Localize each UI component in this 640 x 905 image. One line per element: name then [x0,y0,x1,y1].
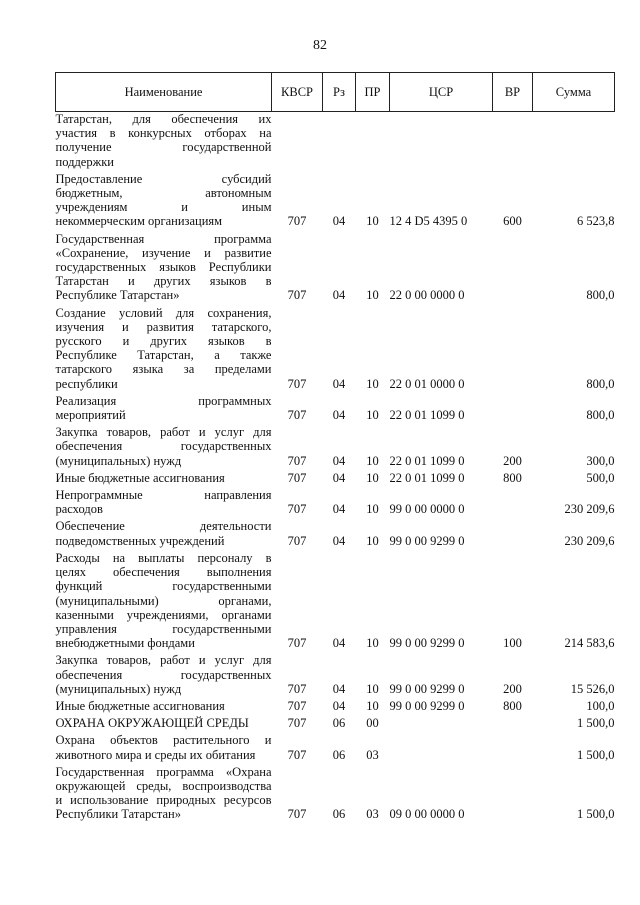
row-name-line: государственных языков Республики [55,260,272,275]
row-vr [493,733,533,764]
row-rz: 04 [332,376,346,391]
table-row [56,733,615,764]
row-sum: 6 523,8 [577,214,615,229]
row-name-line: участия в конкурсных отборах на [55,126,272,141]
row-csr: 99 0 00 0000 0 [389,502,465,517]
row-name-line: Республики Татарстан» [55,807,181,822]
row-rz: 04 [332,288,346,303]
row-pr: 10 [366,408,379,423]
table-row [56,471,615,488]
row-kvsr [272,112,323,172]
row-name [56,394,272,425]
row-name [56,733,272,764]
row-pr: 10 [366,470,379,485]
row-name [56,699,272,716]
table-row [56,232,615,306]
row-name-line: бюджетным, автономным [55,186,272,201]
row-kvsr: 707 [287,453,307,468]
row-csr [390,716,493,733]
row-vr [493,488,533,519]
row-kvsr: 707 [287,376,307,391]
row-name-line: учреждениям и иным [55,200,272,215]
row-pr: 10 [366,698,379,713]
table-row [56,112,615,172]
row-vr [493,232,533,306]
header-name: Наименование [56,73,272,112]
row-vr [493,112,533,172]
row-kvsr: 707 [287,533,307,548]
row-sum: 800,0 [586,408,615,423]
row-csr: 22 0 01 1099 0 [389,453,465,468]
row-name-line: Республике Татарстан, а также [55,348,272,363]
row-name-line: изучения и развития татарского, [55,319,272,334]
row-rz: 04 [332,681,346,696]
row-name-line: Республике Татарстан» [55,288,180,303]
row-csr: 22 0 01 1099 0 [389,470,465,485]
row-sum: 214 583,6 [564,636,615,651]
row-rz: 06 [332,716,346,731]
row-name-line: поддержки [55,154,114,169]
row-vr: 600 [503,214,522,229]
row-name-line: окружающей среды, воспроизводства [55,778,272,793]
row-vr: 800 [503,470,522,485]
row-name-line: Реализация программных [55,393,272,408]
row-name-line: казенными учреждениями, органами [55,607,272,622]
header-csr: ЦСР [390,73,493,112]
row-name-line: целях обеспечения выполнения [55,565,272,580]
row-name [56,716,272,733]
row-name-line: татарского языка за пределами [55,362,272,377]
row-vr [493,716,533,733]
header-kvsr: КВСР [272,73,323,112]
row-name-line: мероприятий [55,408,126,423]
row-name [56,765,272,825]
table-row [56,172,615,232]
row-rz: 04 [332,698,346,713]
row-name-line: и использование природных ресурсов [55,793,272,808]
row-name-line: некоммерческим организациям [55,214,223,229]
row-rz: 04 [332,533,346,548]
row-sum: 230 209,6 [564,533,615,548]
row-name [56,112,272,172]
row-sum: 500,0 [586,470,615,485]
row-vr [493,519,533,550]
row-kvsr: 707 [287,470,307,485]
row-kvsr: 707 [287,681,307,696]
row-name [56,653,272,699]
row-kvsr: 707 [287,698,307,713]
header-vr: ВР [493,73,533,112]
row-kvsr: 707 [287,214,307,229]
row-vr: 200 [503,453,522,468]
row-rz: 06 [332,747,346,762]
row-rz: 04 [332,453,346,468]
row-name-line: «Сохранение, изучение и развитие [55,245,272,260]
row-csr [390,733,493,764]
row-name [56,172,272,232]
row-name-line: ОХРАНА ОКРУЖАЮЩЕЙ СРЕДЫ [55,716,249,731]
table-row [56,716,615,733]
table-row [56,699,615,716]
row-csr: 22 0 01 0000 0 [389,376,465,391]
row-csr: 22 0 00 0000 0 [389,288,465,303]
row-rz: 04 [332,502,346,517]
row-name-line: внебюджетными фондами [55,636,195,651]
row-pr: 10 [366,453,379,468]
row-csr: 09 0 00 0000 0 [389,807,465,822]
row-kvsr: 707 [287,807,307,822]
table-row [56,394,615,425]
row-pr: 10 [366,636,379,651]
row-pr [356,112,390,172]
row-sum: 300,0 [586,453,615,468]
row-name-line: республики [55,376,118,391]
row-rz: 04 [332,636,346,651]
row-vr [493,765,533,825]
row-name [56,551,272,653]
row-name-line: (муниципальных) нужд [55,681,182,696]
row-name-line: расходов [55,502,103,517]
row-name-line: получение государственной [55,140,272,155]
row-name-line: Непрограммные направления [55,488,272,503]
row-name-line: русского и других языков в [55,334,272,349]
row-pr: 10 [366,502,379,517]
row-csr: 22 0 01 1099 0 [389,408,465,423]
row-name [56,488,272,519]
row-rz [323,112,356,172]
row-vr [493,394,533,425]
row-vr: 800 [503,698,522,713]
row-sum: 800,0 [586,376,615,391]
budget-table [55,72,615,825]
row-vr: 100 [503,636,522,651]
header-pr: ПР [356,73,390,112]
row-sum: 1 500,0 [577,747,615,762]
row-name-line: (муниципальных) нужд [55,453,182,468]
row-pr: 10 [366,288,379,303]
row-name-line: Государственная программа «Охрана [55,764,272,779]
row-csr: 99 0 00 9299 0 [389,533,465,548]
table-row [56,765,615,825]
row-name [56,425,272,471]
row-name-line: (муниципальными) органами, [55,593,272,608]
table-row [56,551,615,653]
row-name-line: обеспечения государственных [55,439,272,454]
row-sum [533,112,615,172]
table-row [56,653,615,699]
table-header-row [56,73,615,112]
row-name-line: Создание условий для сохранения, [55,305,272,320]
row-sum: 230 209,6 [564,502,615,517]
row-name-line: Государственная программа [55,231,272,246]
row-pr: 03 [366,807,379,822]
row-pr: 10 [366,214,379,229]
row-pr: 10 [366,681,379,696]
row-name-line: Предоставление субсидий [55,171,272,186]
row-name [56,306,272,394]
table-row [56,488,615,519]
row-name-line: Татарстан и других языков в [55,274,272,289]
row-name-line: функций государственными [55,579,272,594]
row-csr: 99 0 00 9299 0 [389,636,465,651]
row-csr: 12 4 D5 4395 0 [389,214,468,229]
row-name-line: Обеспечение деятельности [55,519,272,534]
row-csr [390,112,493,172]
row-name [56,232,272,306]
row-kvsr: 707 [287,408,307,423]
row-sum: 1 500,0 [577,807,615,822]
row-csr: 99 0 00 9299 0 [389,698,465,713]
row-sum: 800,0 [586,288,615,303]
table-row [56,425,615,471]
row-pr: 10 [366,376,379,391]
row-name-line: подведомственных учреждений [55,533,225,548]
row-rz: 04 [332,470,346,485]
row-sum: 100,0 [586,698,615,713]
row-kvsr: 707 [287,502,307,517]
row-name [56,471,272,488]
row-pr: 10 [366,533,379,548]
row-name [56,519,272,550]
row-name-line: Закупка товаров, работ и услуг для [55,425,272,440]
row-name-line: Расходы на выплаты персоналу в [55,550,272,565]
row-rz: 04 [332,408,346,423]
row-kvsr: 707 [287,747,307,762]
row-pr: 00 [366,716,379,731]
row-pr: 03 [366,747,379,762]
table-row [56,519,615,550]
header-sum: Сумма [533,73,615,112]
row-name-line: Охрана объектов растительного и [55,733,272,748]
row-sum: 15 526,0 [570,681,615,696]
row-name-line: управления государственными [55,621,272,636]
row-kvsr: 707 [287,636,307,651]
page-number: 82 [313,38,327,53]
row-vr [493,306,533,394]
row-rz: 04 [332,214,346,229]
row-name-line: Иные бюджетные ассигнования [55,698,225,713]
header-rz: Рз [323,73,356,112]
row-kvsr: 707 [287,288,307,303]
row-kvsr: 707 [287,716,307,731]
row-name-line: Закупка товаров, работ и услуг для [55,653,272,668]
row-name-line: Иные бюджетные ассигнования [55,470,225,485]
row-csr: 99 0 00 9299 0 [389,681,465,696]
row-rz: 06 [332,807,346,822]
row-name-line: обеспечения государственных [55,667,272,682]
table-row [56,306,615,394]
row-name-line: животного мира и среды их обитания [55,747,256,762]
row-vr: 200 [503,681,522,696]
row-name-line: Татарстан, для обеспечения их [55,112,272,126]
row-sum: 1 500,0 [577,716,615,731]
